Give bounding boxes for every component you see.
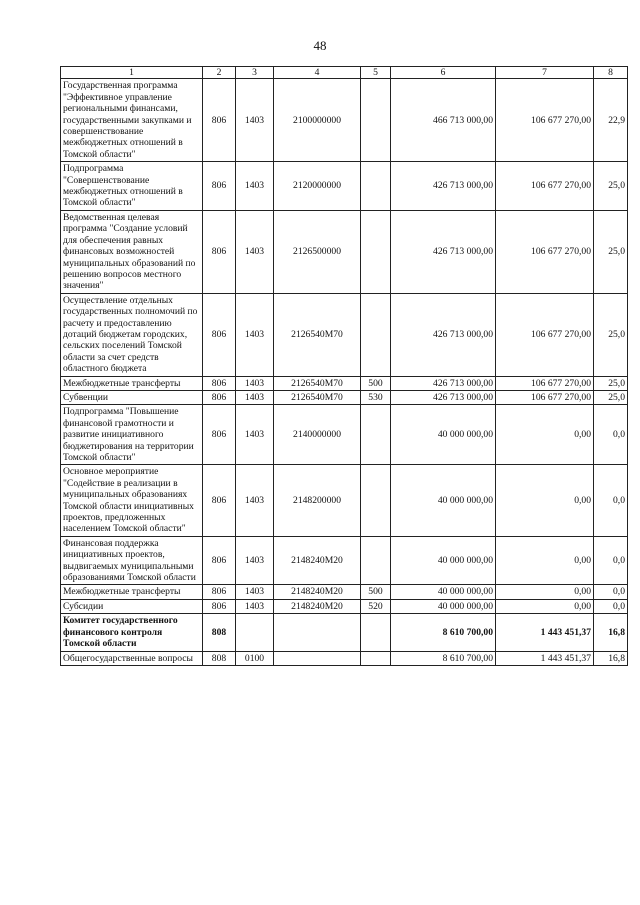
executed-amount-cell: 0,00 [496,585,594,599]
planned-amount-cell: 426 713 000,00 [391,390,496,404]
row-name-cell: Межбюджетные трансферты [61,585,203,599]
planned-amount-cell: 426 713 000,00 [391,210,496,293]
row-name-cell: Ведомственная целевая программа "Создание условий для обеспечения равных финансовых возможностей муниципальных образований по решению вопросов местного значения" [61,210,203,293]
target-article-cell: 2148240М20 [274,585,361,599]
expense-type-cell [361,536,391,585]
row-name-cell: Финансовая поддержка инициативных проектов, выдвигаемых муниципальными образованиями Томской области [61,536,203,585]
section-code-cell: 1403 [236,293,274,376]
planned-amount-cell: 40 000 000,00 [391,585,496,599]
planned-amount-cell: 40 000 000,00 [391,536,496,585]
execution-percent-cell: 0,0 [594,536,628,585]
executed-amount-cell: 1 443 451,37 [496,651,594,665]
section-code-cell: 1403 [236,536,274,585]
execution-percent-cell: 25,0 [594,162,628,211]
table-header [61,67,628,79]
planned-amount-cell: 426 713 000,00 [391,376,496,390]
executed-amount-cell: 106 677 270,00 [496,293,594,376]
section-code-cell: 1403 [236,390,274,404]
executed-amount-cell: 0,00 [496,405,594,465]
expense-type-cell: 500 [361,376,391,390]
target-article-cell: 2126500000 [274,210,361,293]
row-name-cell: Подпрограмма "Совершенствование межбюджетных отношений в Томской области" [61,162,203,211]
table-row [61,536,628,585]
target-article-cell: 2140000000 [274,405,361,465]
target-article-cell: 2126540М70 [274,293,361,376]
executed-amount-cell: 106 677 270,00 [496,376,594,390]
table-row [61,376,628,390]
expense-type-cell [361,210,391,293]
planned-amount-cell: 8 610 700,00 [391,651,496,665]
executed-amount-cell: 1 443 451,37 [496,614,594,651]
row-name-cell: Общегосударственные вопросы [61,651,203,665]
execution-percent-cell: 0,0 [594,405,628,465]
table-row [61,465,628,536]
budget-table [60,66,628,666]
table-row [61,210,628,293]
table-body [61,79,628,666]
execution-percent-cell: 16,8 [594,614,628,651]
department-code-cell: 806 [203,210,236,293]
target-article-cell [274,614,361,651]
department-code-cell: 806 [203,376,236,390]
header-cell-col4: 4 [274,67,361,79]
section-code-cell: 1403 [236,599,274,613]
executed-amount-cell: 106 677 270,00 [496,390,594,404]
target-article-cell: 2148240М20 [274,599,361,613]
department-code-cell: 806 [203,599,236,613]
execution-percent-cell: 25,0 [594,293,628,376]
section-code-cell: 1403 [236,585,274,599]
executed-amount-cell: 106 677 270,00 [496,162,594,211]
section-code-cell: 1403 [236,465,274,536]
department-code-cell: 806 [203,162,236,211]
target-article-cell: 2100000000 [274,79,361,162]
department-code-cell: 808 [203,651,236,665]
execution-percent-cell: 25,0 [594,390,628,404]
header-cell-col3: 3 [236,67,274,79]
target-article-cell [274,651,361,665]
department-code-cell: 806 [203,293,236,376]
row-name-cell: Подпрограмма "Повышение финансовой грамотности и развитие инициативного бюджетирования на территории Томской области" [61,405,203,465]
target-article-cell: 2120000000 [274,162,361,211]
table-row [61,651,628,665]
planned-amount-cell: 40 000 000,00 [391,405,496,465]
planned-amount-cell: 426 713 000,00 [391,293,496,376]
department-code-cell: 806 [203,79,236,162]
department-code-cell: 806 [203,405,236,465]
expense-type-cell: 520 [361,599,391,613]
section-code-cell: 1403 [236,162,274,211]
department-code-cell: 806 [203,585,236,599]
table-row [61,79,628,162]
execution-percent-cell: 25,0 [594,376,628,390]
header-cell-col6: 6 [391,67,496,79]
execution-percent-cell: 0,0 [594,465,628,536]
planned-amount-cell: 40 000 000,00 [391,599,496,613]
header-cell-col5: 5 [361,67,391,79]
expense-type-cell [361,162,391,211]
table-row [61,390,628,404]
table-row [61,614,628,651]
department-code-cell: 806 [203,465,236,536]
executed-amount-cell: 106 677 270,00 [496,79,594,162]
section-code-cell [236,614,274,651]
row-name-cell: Государственная программа "Эффективное управление региональными финансами, государственными закупками и совершенствование межбюджетных отношений в Томской области" [61,79,203,162]
header-cell-col8: 8 [594,67,628,79]
page-number: 48 [313,38,327,53]
planned-amount-cell: 426 713 000,00 [391,162,496,211]
row-name-cell: Субсидии [61,599,203,613]
section-code-cell: 0100 [236,651,274,665]
target-article-cell: 2126540М70 [274,376,361,390]
expense-type-cell: 500 [361,585,391,599]
execution-percent-cell: 25,0 [594,210,628,293]
planned-amount-cell: 8 610 700,00 [391,614,496,651]
expense-type-cell [361,405,391,465]
section-code-cell: 1403 [236,79,274,162]
table-row [61,599,628,613]
table-row [61,405,628,465]
target-article-cell: 2148240М20 [274,536,361,585]
expense-type-cell: 530 [361,390,391,404]
department-code-cell: 808 [203,614,236,651]
table-row [61,162,628,211]
row-name-cell: Субвенции [61,390,203,404]
executed-amount-cell: 106 677 270,00 [496,210,594,293]
department-code-cell: 806 [203,390,236,404]
execution-percent-cell: 0,0 [594,599,628,613]
expense-type-cell [361,79,391,162]
table-row [61,293,628,376]
row-name-cell: Осуществление отдельных государственных полномочий по расчету и предоставлению дотаций бюджетам городских, сельских поселений Томской области за счет средств областного бюджета [61,293,203,376]
section-code-cell: 1403 [236,376,274,390]
executed-amount-cell: 0,00 [496,599,594,613]
expense-type-cell [361,293,391,376]
target-article-cell: 2148200000 [274,465,361,536]
header-row [61,67,628,79]
planned-amount-cell: 466 713 000,00 [391,79,496,162]
row-name-cell: Комитет государственного финансового контроля Томской области [61,614,203,651]
table-row [61,585,628,599]
target-article-cell: 2126540М70 [274,390,361,404]
expense-type-cell [361,465,391,536]
section-code-cell: 1403 [236,405,274,465]
header-cell-col1: 1 [61,67,203,79]
row-name-cell: Межбюджетные трансферты [61,376,203,390]
header-cell-col2: 2 [203,67,236,79]
department-code-cell: 806 [203,536,236,585]
executed-amount-cell: 0,00 [496,536,594,585]
header-cell-col7: 7 [496,67,594,79]
execution-percent-cell: 16,8 [594,651,628,665]
executed-amount-cell: 0,00 [496,465,594,536]
expense-type-cell [361,614,391,651]
row-name-cell: Основное мероприятие "Содействие в реализации в муниципальных образованиях Томской области инициативных проектов, предложенных населением Томской области" [61,465,203,536]
planned-amount-cell: 40 000 000,00 [391,465,496,536]
execution-percent-cell: 0,0 [594,585,628,599]
execution-percent-cell: 22,9 [594,79,628,162]
expense-type-cell [361,651,391,665]
section-code-cell: 1403 [236,210,274,293]
